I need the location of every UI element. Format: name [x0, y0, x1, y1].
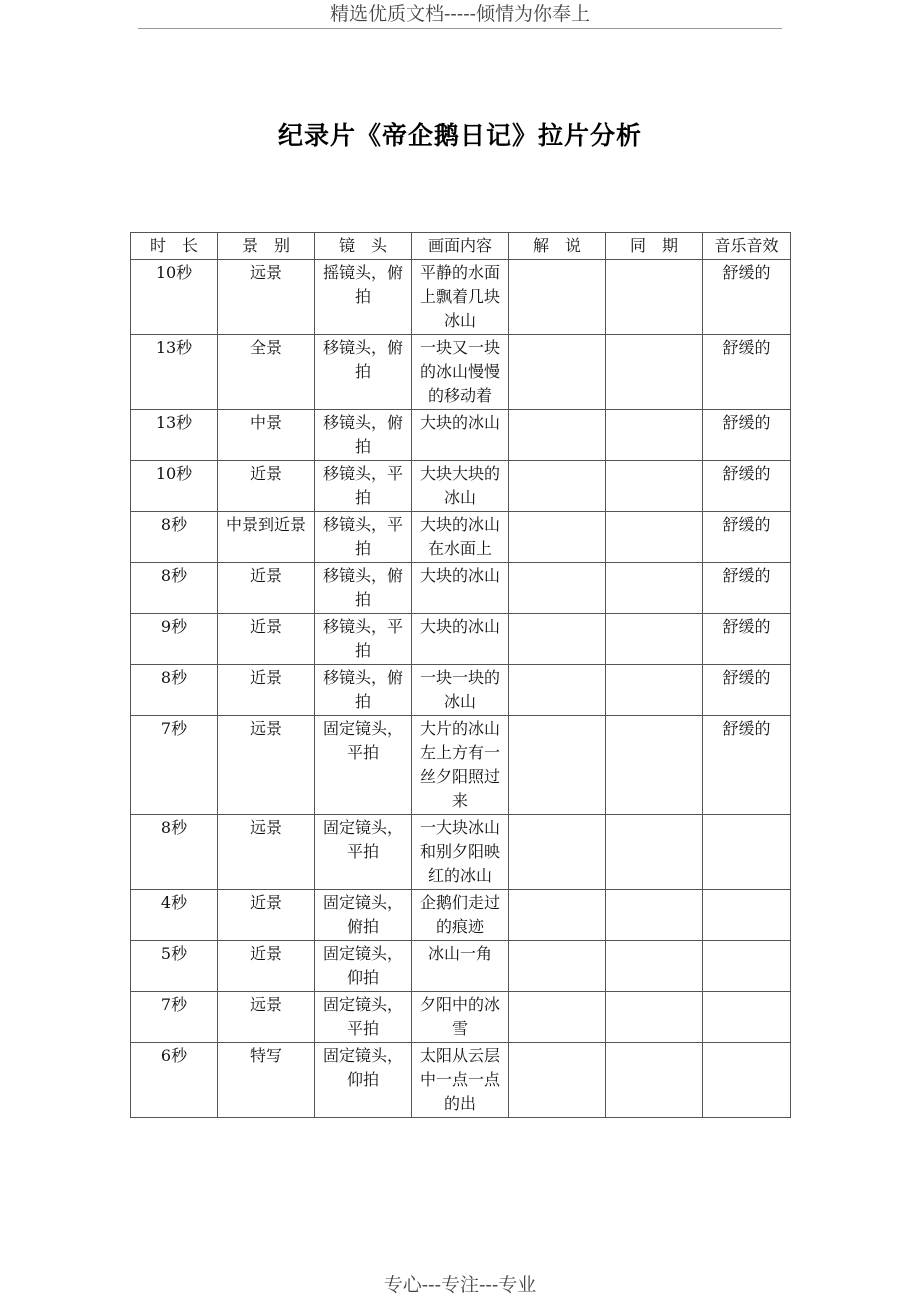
- cell-shot-size: 中景: [218, 410, 315, 461]
- cell-sync-sound: [606, 992, 703, 1043]
- cell-content: 一块又一块的冰山慢慢的移动着: [412, 335, 509, 410]
- table-row: [131, 992, 791, 1043]
- cell-music: [703, 941, 791, 992]
- cell-camera: 移镜头，平拍: [315, 461, 412, 512]
- cell-sync-sound: [606, 461, 703, 512]
- cell-narration: [509, 563, 606, 614]
- cell-sync-sound: [606, 410, 703, 461]
- cell-music: 舒缓的: [703, 563, 791, 614]
- cell-duration: 9秒: [131, 614, 218, 665]
- cell-sync-sound: [606, 614, 703, 665]
- cell-shot-size: 远景: [218, 992, 315, 1043]
- shot-analysis-table: [130, 232, 791, 1118]
- cell-music: [703, 1043, 791, 1118]
- cell-shot-size: 近景: [218, 563, 315, 614]
- document-title: 纪录片《帝企鹅日记》拉片分析: [277, 121, 642, 150]
- table-row: [131, 1043, 791, 1118]
- cell-content: 夕阳中的冰雪: [412, 992, 509, 1043]
- cell-sync-sound: [606, 335, 703, 410]
- cell-content: 企鹅们走过的痕迹: [412, 890, 509, 941]
- table-row: [131, 260, 791, 335]
- cell-camera: 移镜头，平拍: [315, 512, 412, 563]
- cell-content: 大片的冰山左上方有一丝夕阳照过来: [412, 716, 509, 815]
- cell-shot-size: 全景: [218, 335, 315, 410]
- table-row: [131, 335, 791, 410]
- header-shot-size: 景 别: [218, 233, 315, 260]
- cell-sync-sound: [606, 512, 703, 563]
- cell-shot-size: 近景: [218, 614, 315, 665]
- cell-content: 大块的冰山: [412, 614, 509, 665]
- table-body: [131, 260, 791, 1118]
- cell-camera: 固定镜头，平拍: [315, 992, 412, 1043]
- cell-music: [703, 890, 791, 941]
- cell-duration: 6秒: [131, 1043, 218, 1118]
- cell-duration: 8秒: [131, 563, 218, 614]
- cell-narration: [509, 461, 606, 512]
- cell-sync-sound: [606, 665, 703, 716]
- cell-content: 大块大块的冰山: [412, 461, 509, 512]
- table-row: [131, 716, 791, 815]
- header-content: 画面内容: [412, 233, 509, 260]
- cell-camera: 移镜头，平拍: [315, 614, 412, 665]
- cell-music: [703, 992, 791, 1043]
- cell-music: 舒缓的: [703, 335, 791, 410]
- cell-content: 一块一块的冰山: [412, 665, 509, 716]
- cell-camera: 固定镜头，仰拍: [315, 941, 412, 992]
- cell-duration: 10秒: [131, 260, 218, 335]
- cell-narration: [509, 512, 606, 563]
- cell-shot-size: 远景: [218, 260, 315, 335]
- cell-narration: [509, 815, 606, 890]
- table-row: [131, 512, 791, 563]
- cell-duration: 13秒: [131, 335, 218, 410]
- cell-duration: 8秒: [131, 512, 218, 563]
- cell-content: 太阳从云层中一点一点的出: [412, 1043, 509, 1118]
- cell-narration: [509, 941, 606, 992]
- cell-music: 舒缓的: [703, 614, 791, 665]
- cell-sync-sound: [606, 260, 703, 335]
- cell-music: 舒缓的: [703, 716, 791, 815]
- cell-content: 平静的水面上飘着几块冰山: [412, 260, 509, 335]
- cell-camera: 移镜头，俯拍: [315, 665, 412, 716]
- cell-shot-size: 近景: [218, 665, 315, 716]
- cell-sync-sound: [606, 815, 703, 890]
- cell-narration: [509, 1043, 606, 1118]
- cell-camera: 移镜头，俯拍: [315, 335, 412, 410]
- cell-music: [703, 815, 791, 890]
- cell-camera: 固定镜头，平拍: [315, 716, 412, 815]
- cell-sync-sound: [606, 941, 703, 992]
- cell-music: 舒缓的: [703, 512, 791, 563]
- cell-narration: [509, 890, 606, 941]
- table-row: [131, 665, 791, 716]
- cell-sync-sound: [606, 1043, 703, 1118]
- cell-duration: 8秒: [131, 815, 218, 890]
- cell-shot-size: 中景到近景: [218, 512, 315, 563]
- cell-music: 舒缓的: [703, 410, 791, 461]
- header-music: 音乐音效: [703, 233, 791, 260]
- table-row: [131, 941, 791, 992]
- cell-duration: 7秒: [131, 716, 218, 815]
- cell-narration: [509, 614, 606, 665]
- cell-music: 舒缓的: [703, 260, 791, 335]
- cell-narration: [509, 992, 606, 1043]
- cell-camera: 固定镜头，俯拍: [315, 890, 412, 941]
- cell-shot-size: 远景: [218, 716, 315, 815]
- table-row: [131, 461, 791, 512]
- page-footer: 专心---专注---专业: [383, 1274, 537, 1296]
- cell-content: 一大块冰山和别夕阳映红的冰山: [412, 815, 509, 890]
- table-row: [131, 563, 791, 614]
- cell-camera: 固定镜头，仰拍: [315, 1043, 412, 1118]
- cell-narration: [509, 665, 606, 716]
- table-row: [131, 614, 791, 665]
- cell-sync-sound: [606, 890, 703, 941]
- table-row: [131, 890, 791, 941]
- cell-camera: 固定镜头，平拍: [315, 815, 412, 890]
- cell-shot-size: 近景: [218, 890, 315, 941]
- table-row: [131, 410, 791, 461]
- cell-narration: [509, 716, 606, 815]
- header-narration: 解 说: [509, 233, 606, 260]
- cell-music: 舒缓的: [703, 665, 791, 716]
- cell-duration: 13秒: [131, 410, 218, 461]
- table-row: [131, 815, 791, 890]
- cell-shot-size: 特写: [218, 1043, 315, 1118]
- header-duration: 时 长: [131, 233, 218, 260]
- cell-shot-size: 近景: [218, 941, 315, 992]
- cell-duration: 5秒: [131, 941, 218, 992]
- page-header: 精选优质文档-----倾情为你奉上: [138, 0, 782, 29]
- cell-camera: 摇镜头，俯拍: [315, 260, 412, 335]
- cell-narration: [509, 410, 606, 461]
- cell-content: 大块的冰山: [412, 563, 509, 614]
- cell-shot-size: 远景: [218, 815, 315, 890]
- cell-content: 大块的冰山在水面上: [412, 512, 509, 563]
- cell-duration: 4秒: [131, 890, 218, 941]
- cell-sync-sound: [606, 563, 703, 614]
- cell-duration: 8秒: [131, 665, 218, 716]
- table-header-row: [131, 233, 791, 260]
- cell-shot-size: 近景: [218, 461, 315, 512]
- header-camera: 镜 头: [315, 233, 412, 260]
- cell-camera: 移镜头，俯拍: [315, 410, 412, 461]
- cell-narration: [509, 335, 606, 410]
- cell-duration: 7秒: [131, 992, 218, 1043]
- header-sync-sound: 同 期: [606, 233, 703, 260]
- cell-camera: 移镜头，俯拍: [315, 563, 412, 614]
- cell-content: 大块的冰山: [412, 410, 509, 461]
- cell-sync-sound: [606, 716, 703, 815]
- cell-narration: [509, 260, 606, 335]
- cell-music: 舒缓的: [703, 461, 791, 512]
- cell-duration: 10秒: [131, 461, 218, 512]
- cell-content: 冰山一角: [412, 941, 509, 992]
